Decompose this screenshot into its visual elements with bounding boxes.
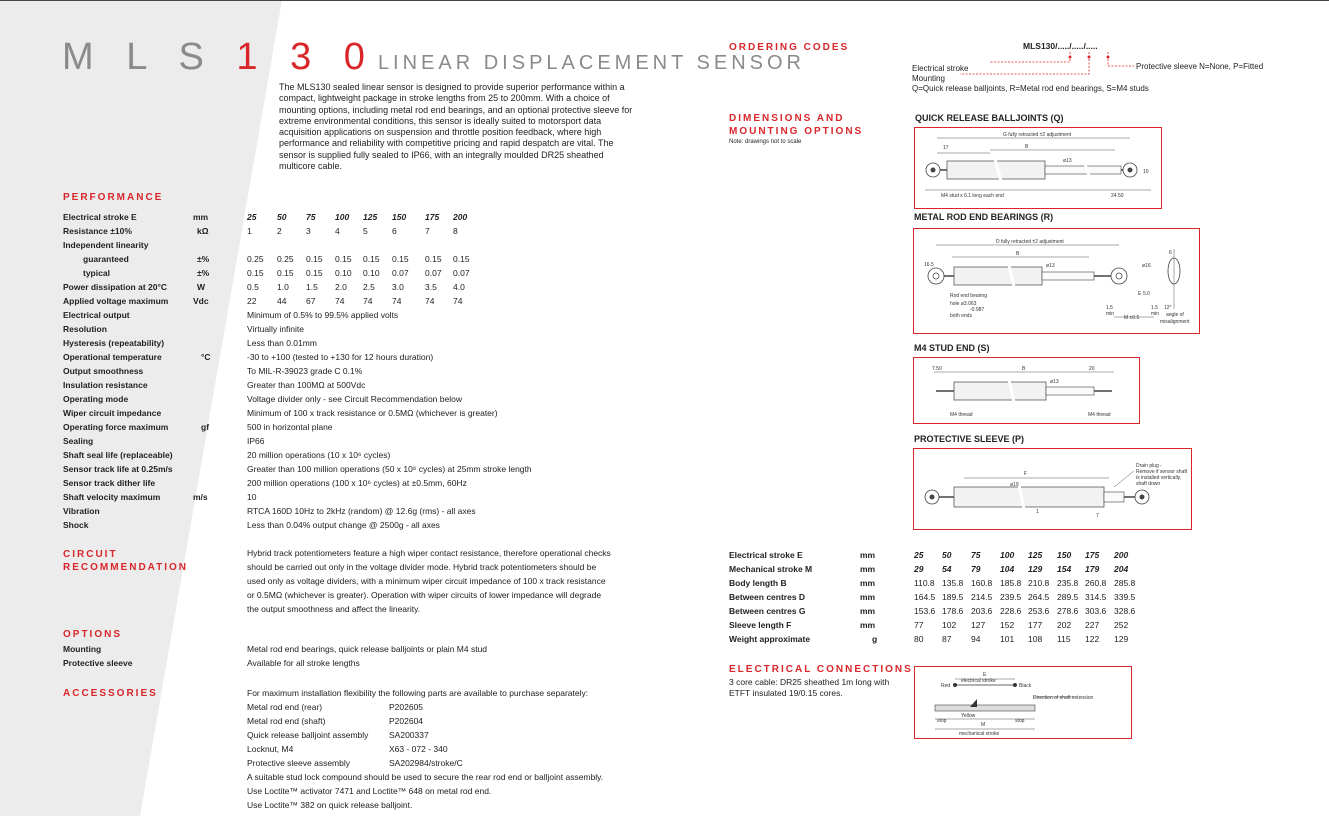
dim-row-label: Body length B [729,578,787,588]
dim-cell: 202 [1057,620,1072,630]
dimensions-heading-line1: DIMENSIONS AND [729,113,845,124]
accessory-part: P202604 [389,716,424,726]
perf-spec-label: Vibration [63,506,100,516]
perf-spec-unit: gf [201,422,210,432]
s-label-20: 20 [1089,366,1095,372]
circuit-line: should be carried out only in the voltage divider mode. Hybrid track potentiometers should be [247,562,597,572]
accessory-part: SA202984/stroke/C [389,758,463,768]
performance-heading: PERFORMANCE [63,192,164,203]
perf-spec-unit: m/s [193,492,208,502]
dim-row-label: Between centres D [729,592,806,602]
perf-cell: 0.15 [363,254,380,264]
r-label-bearing: Rod end bearing [950,293,987,299]
perf-spec-label: Sensor track dither life [63,478,156,488]
dim-cell: 80 [914,634,924,644]
perf-stroke-value: 150 [392,212,407,222]
perf-cell: 0.15 [392,254,409,264]
p-label-1: 1 [1036,509,1039,515]
s-label-thread1: M4 thread [950,412,973,418]
r-label-angle: angle of [1166,312,1184,318]
electrical-text-2: ETFT insulated 19/0.15 cores. [729,688,843,698]
p-label-f: F [1024,471,1028,477]
perf-spec-value: Voltage divider only - see Circuit Recommendation below [247,394,462,404]
r-drawing-svg [914,229,1199,333]
r-drawing [913,228,1200,334]
option-value: Metal rod end bearings, quick release balljoints or plain M4 stud [247,644,488,654]
dim-stroke-value: 200 [1114,550,1129,560]
circuit-heading-line1: CIRCUIT [63,549,118,560]
perf-spec-label: Hysteresis (repeatability) [63,338,165,348]
dim-row-label: Between centres G [729,606,806,616]
title-prefix: M L S [62,36,237,78]
accessory-part: SA200337 [389,730,429,740]
accessory-note: A suitable stud lock compound should be used to secure the rear rod end or balljoint assembly. [247,772,604,782]
perf-spec-label: Sealing [63,436,94,446]
dim-row-unit: mm [860,578,876,588]
circuit-line: Hybrid track potentiometers feature a high wiper contact resistance, therefore operational checks [247,548,611,558]
perf-spec-value: 500 in horizontal plane [247,422,333,432]
dim-cell: 87 [942,634,952,644]
perf-spec-label: Shaft seal life (replaceable) [63,450,173,460]
ordering-sleeve: Protective sleeve N=None, P=Fitted [1136,62,1264,71]
perf-cell: 0.15 [247,268,264,278]
perf-cell: 0.07 [453,268,470,278]
dim-cell: 260.8 [1085,578,1107,588]
elec-label-e: E [983,672,987,678]
perf-row-label: Power dissipation at 20°C [63,282,168,292]
perf-spec-value: Minimum of 100 x track resistance or 0.5MΩ (whichever is greater) [247,408,498,418]
electrical-diagram [914,666,1132,739]
dim-cell: 239.5 [1000,592,1022,602]
ordering-mounting-options: Q=Quick release balljoints, R=Metal rod end bearings, S=M4 studs [912,84,1149,93]
dim-cell: 204 [1114,564,1129,574]
dim-cell: 154 [1057,564,1072,574]
perf-spec-label: Resolution [63,324,107,334]
dim-cell: 179 [1085,564,1100,574]
s-label-750: 7.50 [932,366,942,372]
dim-row-unit: g [872,634,878,644]
perf-spec-unit: °C [201,352,211,362]
dim-cell: 101 [1000,634,1015,644]
perf-spec-value: IP66 [247,436,265,446]
top-rule [0,0,1329,1]
p-drawing-svg [914,449,1191,529]
dim-cell: 135.8 [942,578,964,588]
intro-paragraph: The MLS130 sealed linear sensor is designed to provide superior performance within a compact, lightweight package in stroke lengths from 25 to 200mm. With a choice of mounting options, including metal rod end bearings, and an optional protective sleeve for extreme environmental conditions, this sensor is ideally suited to motorsport data acquisition applications on suspension and throttle position feedback, where high performance and reliability with competitive pricing and rapid despatch are vital. The sensor is supplied fully sealed to IP66, with an integrally moulded DR25 sheathed multicore cable. [279,82,633,172]
perf-spec-label: Sensor track life at 0.25m/s [63,464,173,474]
perf-cell: 44 [277,296,287,306]
p-label-drain3: is installed vertically, [1136,475,1182,481]
dim-cell: 328.6 [1114,606,1136,616]
dim-cell: 227 [1085,620,1100,630]
perf-spec-value: Virtually infinite [247,324,305,334]
elec-label-estroke: electrical stroke [961,678,996,684]
accessory-note: Use Loctite™ 382 on quick release balljoint. [247,800,413,810]
perf-row-label: Applied voltage maximum [63,296,169,306]
perf-spec-value: -30 to +100 (tested to +130 for 12 hours duration) [247,352,434,362]
p-title: PROTECTIVE SLEEVE (P) [914,434,1025,444]
perf-stroke-value: 75 [306,212,316,222]
options-heading: OPTIONS [63,629,123,640]
dim-cell: 264.5 [1028,592,1050,602]
elec-label-yellow: Yellow [961,713,976,719]
accessories-intro: For maximum installation flexibility the following parts are available to purchase separately: [247,688,589,698]
dim-row-unit: mm [860,620,876,630]
perf-cell: 4 [335,226,340,236]
dim-cell: 189.5 [942,592,964,602]
r-label-minr2: min [1151,311,1160,317]
dim-row-label: Mechanical stroke M [729,564,813,574]
dim-row-unit: mm [860,592,876,602]
ordering-electrical-stroke: Electrical stroke [912,64,969,73]
dim-stroke-value: 150 [1057,550,1072,560]
s-label-dia: ø13 [1050,379,1059,385]
perf-row-unit: ±% [197,268,210,278]
dim-cell: 153.6 [914,606,936,616]
dim-row-label: Weight approximate [729,634,811,644]
elec-label-black: Black [1019,683,1032,689]
dim-row-unit: mm [860,564,876,574]
elec-label-stop1: stop [937,718,947,724]
dim-cell: 102 [942,620,957,630]
dim-cell: 203.6 [971,606,993,616]
q-title: QUICK RELEASE BALLJOINTS (Q) [915,113,1064,123]
dim-cell: 253.6 [1028,606,1050,616]
perf-cell: 2 [277,226,282,236]
dim-cell: 289.5 [1057,592,1079,602]
perf-stroke-value: 100 [335,212,350,222]
perf-cell: 0.15 [277,268,294,278]
perf-cell: 0.07 [392,268,409,278]
perf-row-label: typical [83,268,110,278]
dim-cell: 110.8 [914,578,935,588]
dim-cell: 252 [1114,620,1129,630]
r-title: METAL ROD END BEARINGS (R) [914,212,1054,222]
perf-row-label: Independent linearity [63,240,149,250]
perf-spec-value: 200 million operations (100 x 10⁶ cycles) at ±0.5mm, 60Hz [247,478,467,488]
perf-spec-value: 20 million operations (10 x 10⁶ cycles) [247,450,391,460]
p-label-drain2: Remove if sensor shaft [1136,469,1188,475]
accessory-note: Use Loctite™ activator 7471 and Loctite™ 648 on metal rod end. [247,786,492,796]
r-label-e-val: 5.0 [1143,291,1150,297]
dim-cell: 339.5 [1114,592,1136,602]
dim-row-unit: mm [860,606,876,616]
perf-cell: 8 [453,226,458,236]
circuit-line: used only as voltage dividers, with a minimum wiper circuit impedance of 100 x track resistance [247,576,606,586]
dim-stroke-value: 100 [1000,550,1015,560]
perf-spec-label: Electrical output [63,310,130,320]
dimensions-heading-line2: MOUNTING OPTIONS [729,126,864,137]
perf-cell: 74 [425,296,435,306]
perf-stroke-value: 175 [425,212,440,222]
perf-cell: 0.25 [247,254,264,264]
p-label-7: 7 [1096,513,1099,519]
accessory-name: Metal rod end (rear) [247,702,323,712]
r-label-m: M ±0.5 [1124,315,1140,321]
perf-spec-value: Minimum of 0.5% to 99.5% applied volts [247,310,399,320]
dim-stroke-unit: mm [860,550,876,560]
circuit-text [247,546,627,616]
perf-cell: 74 [335,296,345,306]
q-label-24: 24.50 [1111,193,1124,199]
perf-cell: 0.15 [425,254,442,264]
perf-row-unit: ±% [197,254,210,264]
dim-cell: 54 [942,564,952,574]
option-label: Mounting [63,644,102,654]
r-label-minl: 1.5 [1106,305,1113,311]
r-label-misalign: misalignment [1160,319,1190,325]
perf-cell: 5 [363,226,368,236]
perf-row-label: guaranteed [83,254,129,264]
dim-cell: 214.5 [971,592,993,602]
perf-cell: 0.15 [306,268,323,278]
perf-spec-value: Greater than 100 million operations (50 x 10⁶ cycles) at 25mm stroke length [247,464,532,474]
perf-row-unit: kΩ [197,226,209,236]
perf-spec-label: Output smoothness [63,366,144,376]
perf-cell: 1.0 [277,282,289,292]
dim-stroke-label: Electrical stroke E [729,550,803,560]
perf-cell: 0.5 [247,282,259,292]
dim-stroke-value: 25 [914,550,924,560]
electrical-heading: ELECTRICAL CONNECTIONS [729,664,913,675]
perf-cell: 2.0 [335,282,347,292]
perf-cell: 3.0 [392,282,404,292]
s-label-thread2: M4 thread [1088,412,1111,418]
dim-cell: 303.6 [1085,606,1107,616]
q-label-stud: M4 stud x 6.1 long each end [941,193,1004,199]
dim-cell: 235.8 [1057,578,1079,588]
perf-spec-value: Less than 0.04% output change @ 2500g - all axes [247,520,440,530]
perf-spec-label: Shock [63,520,89,530]
circuit-heading [63,548,188,574]
dim-cell: 210.8 [1028,578,1050,588]
dim-stroke-value: 75 [971,550,981,560]
dim-cell: 115 [1057,634,1071,644]
s-drawing [913,357,1140,424]
perf-stroke-value: 125 [363,212,378,222]
s-label-b: B [1022,366,1026,372]
perf-cell: 0.15 [453,254,470,264]
dim-cell: 160.8 [971,578,993,588]
perf-spec-value: Less than 0.01mm [247,338,317,348]
perf-stroke-value: 50 [277,212,287,222]
perf-cell: 0.25 [277,254,294,264]
perf-spec-label: Operational temperature [63,352,162,362]
q-label-17: 17 [943,145,949,151]
perf-row-unit: W [197,282,206,292]
r-label-dia16: ø16 [1142,263,1151,269]
perf-spec-label: Insulation resistance [63,380,148,390]
perf-spec-label: Operating force maximum [63,422,169,432]
p-label-drain4: shaft down [1136,481,1161,487]
page-title [62,36,805,79]
ordering-code: MLS130/...../...../..... [1023,41,1098,51]
perf-cell: 1.5 [306,282,318,292]
dim-stroke-value: 175 [1085,550,1100,560]
q-drawing-svg [915,128,1161,208]
dim-cell: 108 [1028,634,1043,644]
circuit-heading-line2: RECOMMENDATION [63,562,189,573]
perf-spec-label: Operating mode [63,394,129,404]
dim-cell: 104 [1000,564,1015,574]
perf-spec-value: Greater than 100MΩ at 500Vdc [247,380,366,390]
dim-row-label: Sleeve length F [729,620,792,630]
perf-spec-label: Shaft velocity maximum [63,492,161,502]
p-label-dia: ø19 [1010,482,1019,488]
option-value: Available for all stroke lengths [247,658,360,668]
dim-stroke-value: 125 [1028,550,1043,560]
perf-stroke-value: 25 [247,212,257,222]
dim-cell: 94 [971,634,981,644]
elec-label-mstroke: mechanical stroke [959,731,1000,737]
r-label-dia13: ø13 [1046,263,1055,269]
title-subtitle: LINEAR DISPLACEMENT SENSOR [377,52,805,74]
option-label: Protective sleeve [63,658,133,668]
perf-cell: 74 [363,296,373,306]
perf-cell: 1 [247,226,252,236]
dim-cell: 79 [971,564,981,574]
circuit-line: or 0.5MΩ (whichever is greater). Operation with wiper circuits of lower impedance will degrade [247,590,602,600]
perf-spec-value: RTCA 160D 10Hz to 2kHz (random) @ 12.6g (rms) - all axes [247,506,476,516]
accessory-name: Quick release balljoint assembly [247,730,369,740]
r-label-e: E [1138,291,1142,297]
p-drawing [913,448,1192,530]
perf-spec-value: 10 [247,492,257,502]
r-label-6: 6 [1169,250,1172,256]
q-label-b: B [1025,144,1029,150]
s-title: M4 STUD END (S) [914,343,990,353]
dim-cell: 278.6 [1057,606,1079,616]
perf-cell: 0.15 [306,254,323,264]
perf-row-unit: Vdc [193,296,209,306]
s-drawing-svg [914,358,1139,423]
dim-cell: 177 [1028,620,1043,630]
dim-stroke-value: 50 [942,550,952,560]
dim-cell: 178.6 [942,606,964,616]
perf-stroke-label: Electrical stroke E [63,212,137,222]
perf-cell: 67 [306,296,316,306]
dim-cell: 29 [914,564,924,574]
perf-cell: 7 [425,226,430,236]
r-label-165: 16.5 [924,262,934,268]
r-label-minr: 1.5 [1151,305,1158,311]
r-label-hole2: -0.987 [970,307,985,313]
perf-cell: 4.0 [453,282,465,292]
dim-cell: 127 [971,620,986,630]
perf-spec-label: Wiper circuit impedance [63,408,162,418]
q-label-dia: ø13 [1063,158,1072,164]
perf-cell: 6 [392,226,397,236]
r-label-d: D fully retracted ±2 adjustment [996,239,1064,245]
dim-cell: 228.6 [1000,606,1022,616]
accessories-heading: ACCESSORIES [63,688,158,699]
perf-cell: 0.10 [363,268,380,278]
perf-cell: 3 [306,226,311,236]
dim-cell: 314.5 [1085,592,1107,602]
accessory-name: Locknut, M4 [247,744,294,754]
dim-cell: 77 [914,620,924,630]
perf-cell: 74 [453,296,463,306]
q-drawing [914,127,1162,209]
q-label-g: G fully retracted ±2 adjustment [1003,132,1072,138]
perf-spec-value: To MIL-R-39023 grade C 0.1% [247,366,363,376]
dim-cell: 285.8 [1114,578,1136,588]
ordering-mounting: Mounting [912,74,945,83]
perf-stroke-value: 200 [453,212,468,222]
electrical-diagram-svg [915,667,1131,738]
r-label-minl2: min [1106,311,1115,317]
p-label-drain1: Drain plug - [1136,463,1162,469]
perf-cell: 3.5 [425,282,437,292]
dim-cell: 129 [1114,634,1129,644]
title-number: 1 3 0 [236,36,376,78]
perf-cell: 74 [392,296,402,306]
dim-cell: 152 [1000,620,1015,630]
dim-cell: 122 [1085,634,1100,644]
perf-stroke-unit: mm [193,212,209,222]
perf-cell: 0.15 [335,254,352,264]
perf-row-label: Resistance ±10% [63,226,132,236]
r-label-b: B [1016,251,1020,257]
perf-cell: 2.5 [363,282,375,292]
dim-cell: 185.8 [1000,578,1022,588]
dim-cell: 129 [1028,564,1043,574]
ordering-heading: ORDERING CODES [729,42,850,53]
elec-label-stop2: stop [1015,718,1025,724]
dimensions-heading [729,112,863,138]
accessory-name: Metal rod end (shaft) [247,716,326,726]
q-label-10: 10 [1143,169,1149,175]
r-label-12: 12° [1164,305,1172,311]
elec-label-m: M [981,722,986,728]
elec-label-direction: Direction of shaft extension [1033,695,1094,701]
accessory-part: X63 - 072 - 340 [389,744,448,754]
accessory-part: P202605 [389,702,424,712]
dim-cell: 164.5 [914,592,936,602]
circuit-line: the output smoothness and affect the linearity. [247,604,421,614]
accessory-name: Protective sleeve assembly [247,758,350,768]
r-label-hole1: hole ø3.063 [950,301,977,307]
perf-cell: 0.07 [425,268,442,278]
electrical-text-1: 3 core cable: DR25 sheathed 1m long with [729,677,890,687]
dimensions-note: Note: drawings not to scale [729,139,802,145]
r-label-both: both ends [950,313,972,319]
perf-cell: 22 [247,296,257,306]
elec-label-red: Red [941,683,951,689]
perf-cell: 0.10 [335,268,352,278]
